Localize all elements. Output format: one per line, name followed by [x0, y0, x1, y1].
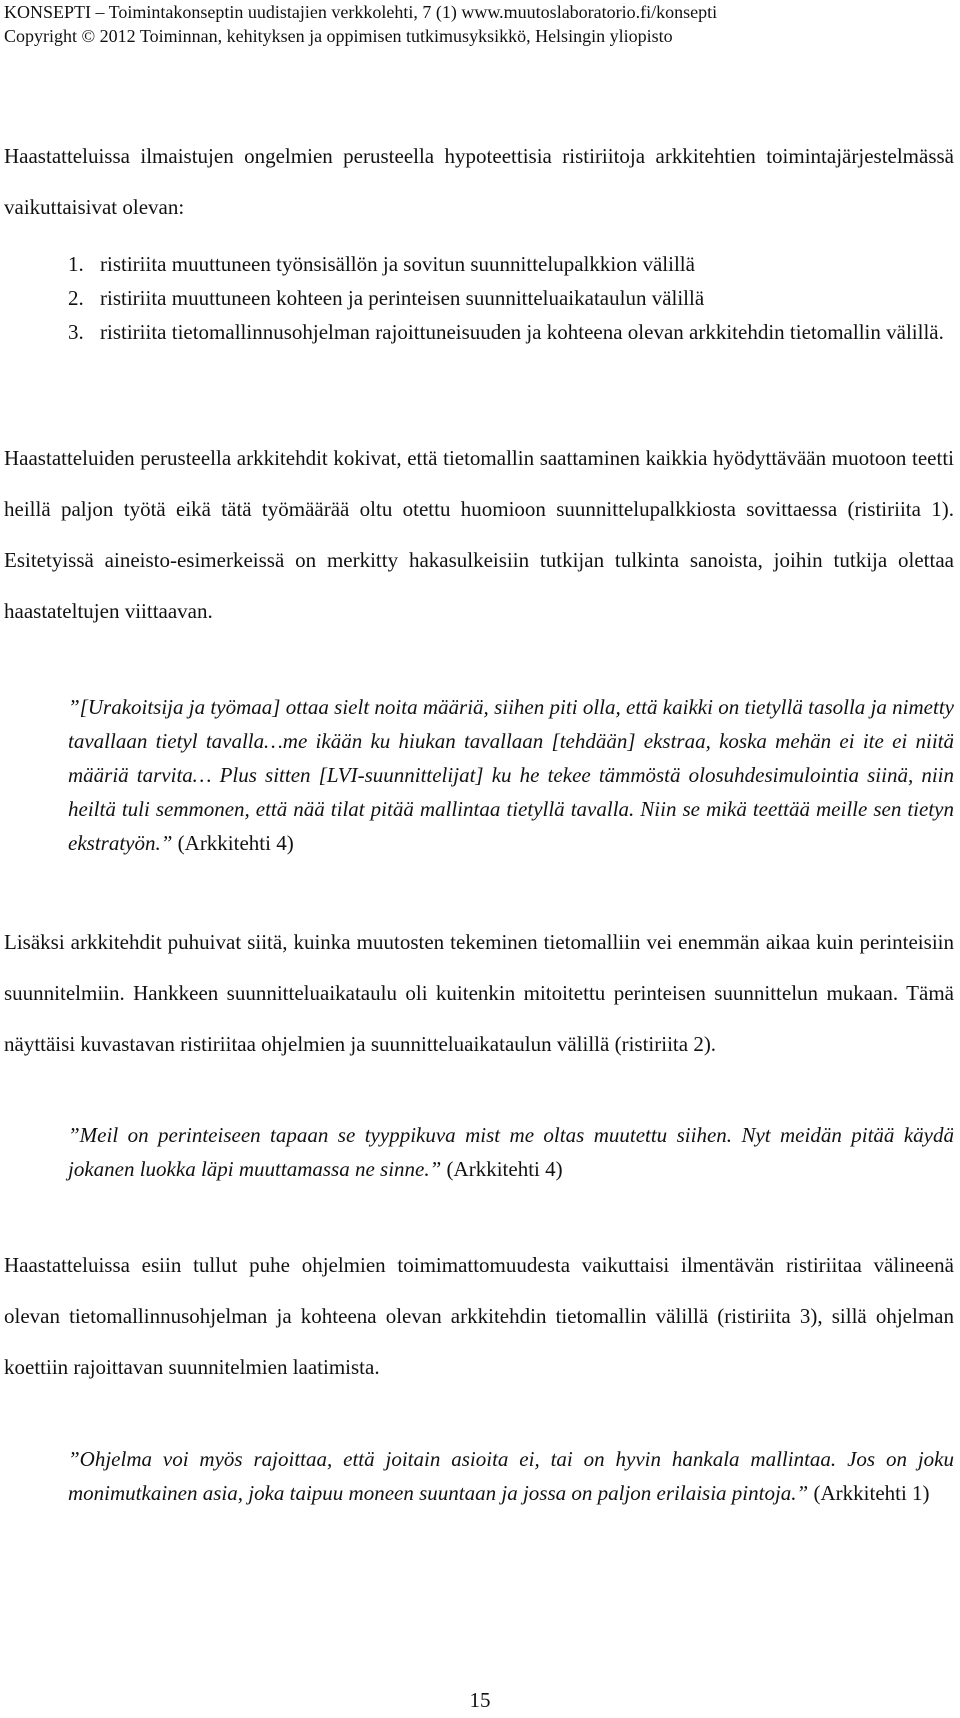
quote-attribution: (Arkkitehti 4) [446, 1157, 563, 1181]
header-copyright-line: Copyright © 2012 Toiminnan, kehityksen ja oppimisen tutkimusyksikkö, Helsingin yliopisto [4, 26, 673, 46]
paragraph-4: Haastatteluissa esiin tullut puhe ohjelmien toimimattomuudesta vaikuttaisi ilmentävän ristiriitaa välineenä olevan tietomallinnusohjelman ja kohteena olevan arkkitehdin tietomallin välillä (ristiriita 3), sillä ohjelman koettiin rajoittavan suunnitelmien laatimista. [4, 1253, 954, 1379]
list-text: ristiriita muuttuneen kohteen ja perinteisen suunnitteluaikataulun välillä [100, 286, 705, 310]
list-number: 1. [68, 252, 84, 276]
list-text: ristiriita muuttuneen työnsisällön ja sovitun suunnittelupalkkion välillä [100, 252, 695, 276]
page-header [4, 0, 956, 48]
quote-text: ”[Urakoitsija ja työmaa] ottaa sielt noita määriä, siihen piti olla, että kaikki on tietyllä tasolla ja nimetty tavallaan tietyl tavalla…me ikään ku hiukan tavallaan [tehdään] ekstraa, koska mehän ei ite ei niitä määriä tarvita… Plus sitten [LVI-suunnittelijat] ku he tekee tämmöstä olosuhdesimulointia siinä, niin heiltä tuli semmonen, että nää tilat pitää mallintaa tietyllä tavalla. Niin se mikä teettää meille sen tietyn ekstratyön.” [68, 695, 954, 855]
quote-2 [68, 1118, 954, 1186]
page-number: 15 [469, 1688, 491, 1712]
paragraph-3: Lisäksi arkkitehdit puhuivat siitä, kuinka muutosten tekeminen tietomalliin vei enemmän aikaa kuin perinteisiin suunnitelmiin. Hankkeen suunnitteluaikataulu oli kuitenkin mitoitettu perinteisen suunnittelun mukaan. Tämä näyttäisi kuvastavan ristiriitaa ohjelmien ja suunnitteluaikataulun välillä (ristiriita 2). [4, 930, 954, 1056]
quote-3 [68, 1442, 954, 1510]
intro-paragraph: Haastatteluissa ilmaistujen ongelmien perusteella hypoteettisia ristiriitoja arkkitehtien toimintajärjestelmässä vaikuttaisivat olevan: [4, 144, 954, 219]
quote-attribution: (Arkkitehti 1) [813, 1481, 930, 1505]
paragraph-2: Haastatteluiden perusteella arkkitehdit kokivat, että tietomallin saattaminen kaikkia hyödyttävään muotoon teetti heillä paljon työtä eikä tätä työmäärää oltu otettu huomioon suunnittelupalkkiosta sovittaessa (ristiriita 1). Esitetyissä aineisto-esimerkeissä on merkitty hakasulkeisiin tutkijan tulkinta sanoista, joihin tutkija olettaa haastateltujen viittaavan. [4, 446, 954, 623]
quote-1 [68, 690, 954, 860]
contradiction-list [68, 247, 948, 349]
list-number: 2. [68, 286, 84, 310]
quote-text: ”Meil on perinteiseen tapaan se tyyppikuva mist me oltas muutettu siihen. Nyt meidän pitää käydä jokanen luokka läpi muuttamassa ne sinne.” [68, 1123, 954, 1181]
list-item [68, 315, 948, 349]
list-item [68, 281, 948, 315]
header-journal-line: KONSEPTI – Toimintakonseptin uudistajien verkkolehti, 7 (1) www.muutoslaboratorio.fi/konsepti [4, 2, 718, 22]
list-item [68, 247, 948, 281]
list-number: 3. [68, 320, 84, 344]
quote-attribution: (Arkkitehti 4) [177, 831, 294, 855]
list-text: ristiriita tietomallinnusohjelman rajoittuneisuuden ja kohteena olevan arkkitehdin tietomallin välillä. [100, 320, 944, 344]
quote-text: ”Ohjelma voi myös rajoittaa, että joitain asioita ei, tai on hyvin hankala mallintaa. Jos on joku monimutkainen asia, joka taipuu moneen suuntaan ja jossa on paljon erilaisia pintoja.” [68, 1447, 954, 1505]
